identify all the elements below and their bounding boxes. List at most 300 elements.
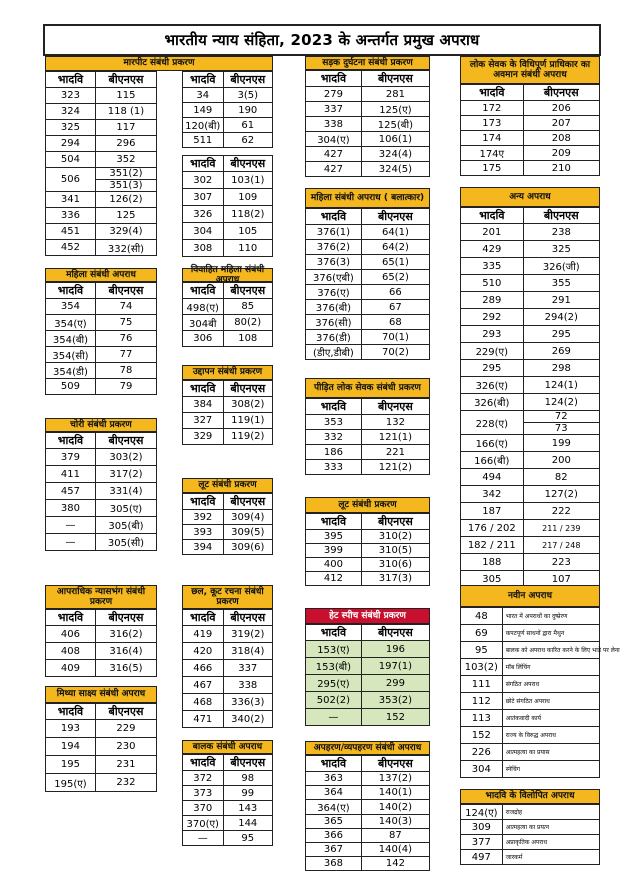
chori-block	[45, 418, 157, 551]
ipc-section: 327	[183, 413, 224, 429]
ipc-section: 502(2)	[306, 692, 362, 709]
ipc-section: 384	[183, 397, 224, 413]
marpit-title-span: मारपीट संबंधी प्रकरण	[45, 56, 273, 71]
bns-section: 77	[95, 347, 156, 363]
ipc-section: 336	[46, 208, 96, 224]
vilopit-title: भादवि के विलोपित अपराध	[460, 789, 600, 804]
loot2-block	[305, 497, 430, 586]
bns-section: 125(ए)	[361, 102, 429, 117]
col-header-ipc: भादवि	[306, 399, 362, 415]
bns-section: 62	[223, 133, 273, 148]
ipc-section: 175	[461, 161, 524, 176]
bns-section: 316(4)	[95, 643, 156, 660]
bns-section: अप्राकृतिक अपराध	[502, 835, 599, 850]
table-row	[46, 466, 157, 483]
table-row	[46, 152, 157, 168]
table-row	[183, 694, 273, 711]
table-row	[306, 675, 430, 692]
ipc-section: 364(ए)	[306, 800, 362, 815]
ipc-section: 466	[183, 660, 224, 677]
table-row	[306, 102, 430, 117]
table-row	[461, 608, 600, 625]
ipc-section: 124(ए)	[461, 805, 503, 820]
table-row	[183, 816, 273, 831]
chhal-table	[182, 609, 273, 728]
bns-section: 291	[523, 292, 599, 309]
table-row	[461, 727, 600, 744]
col-header-ipc: भादवि	[46, 610, 96, 626]
table-row	[183, 429, 273, 445]
table-row	[183, 103, 273, 118]
bns-section: 223	[523, 554, 599, 571]
bns-section: 305(बी)	[95, 517, 156, 534]
table-row	[461, 224, 600, 241]
bns-section: 281	[361, 87, 429, 102]
ipc-section: 467	[183, 677, 224, 694]
ipc-section: 95	[461, 642, 503, 659]
header-row	[461, 208, 600, 224]
bns-section: 209	[523, 146, 599, 161]
ipc-section: 408	[46, 643, 96, 660]
table-row	[183, 510, 273, 525]
sadak-table	[305, 70, 430, 177]
lok-table	[460, 84, 600, 176]
bns-section: 340(2)	[223, 711, 273, 728]
hate-title: हेट स्पीच संबंधी प्रकरण	[305, 608, 430, 624]
table-row	[461, 820, 600, 835]
col-header-ipc: भादवि	[183, 610, 224, 626]
table-row	[46, 168, 157, 180]
bns-section: 143	[223, 801, 273, 816]
pidit-block	[305, 378, 430, 475]
ipc-section: 354(बी)	[46, 331, 96, 347]
mahila_balatkar-table	[305, 208, 430, 360]
ipc-section: 373	[183, 786, 224, 801]
bns-section: आतंकवादी कार्य	[502, 710, 599, 727]
ipc-section: 377	[461, 835, 503, 850]
table-row	[183, 413, 273, 429]
mahila-block	[45, 268, 157, 395]
table-row	[46, 192, 157, 208]
bns-section: 64(2)	[361, 240, 429, 255]
table-row	[306, 572, 430, 586]
apharan-block	[305, 741, 430, 871]
bns-section: 230	[95, 738, 156, 756]
col-header-bns: बीएनएस	[95, 704, 156, 720]
ipc-section: 406	[46, 626, 96, 643]
ipc-section: 409	[46, 660, 96, 677]
col-header-bns: बीएनएस	[223, 610, 273, 626]
mithya-table	[45, 703, 157, 792]
ipc-section: 342	[461, 486, 524, 503]
uthapan-title: उद्दापन संबंधी प्रकरण	[182, 365, 273, 380]
ipc-section: 113	[461, 710, 503, 727]
bns-section: 353(2)	[361, 692, 429, 709]
ipc-section: 365	[306, 815, 362, 829]
bns-section: 316(5)	[95, 660, 156, 677]
table-row	[306, 772, 430, 786]
bns-section: 355	[523, 275, 599, 292]
bns-section: 99	[223, 786, 273, 801]
ipc-section: 295(ए)	[306, 675, 362, 692]
table-row	[183, 677, 273, 694]
apharan-table	[305, 755, 430, 871]
bns-section: 309(6)	[223, 540, 273, 555]
table-row	[461, 275, 600, 292]
ipc-section: 120(बी)	[183, 118, 224, 133]
table-row	[461, 146, 600, 161]
table-row	[461, 642, 600, 659]
ipc-section: 279	[306, 87, 362, 102]
bns-section: 73	[523, 423, 599, 435]
bns-section: 137(2)	[361, 772, 429, 786]
header-row	[306, 756, 430, 772]
table-row	[461, 411, 600, 423]
ipc-section: 304(ए)	[306, 132, 362, 147]
bns-section: 108	[223, 331, 273, 347]
ipc-section: 308	[183, 240, 224, 257]
table-row	[46, 517, 157, 534]
table-row	[306, 117, 430, 132]
col-header-bns: बीएनएस	[361, 625, 429, 641]
col-header-ipc: भादवि	[461, 208, 524, 224]
table-row	[461, 850, 600, 865]
marpit-table	[45, 71, 157, 256]
ipc-section: 103(2)	[461, 659, 503, 676]
table-row	[46, 315, 157, 331]
ipc-section: 376(ए)	[306, 285, 362, 300]
bns-section: 118 (1)	[95, 104, 156, 120]
ipc-section: 309	[461, 820, 503, 835]
lok-title: लोक सेवक के विधिपूर्ण प्राधिकार का अवमान संबंधी अपराध	[460, 56, 600, 84]
table-row	[306, 132, 430, 147]
naveen-title: नवीन अपराध	[460, 585, 600, 607]
ipc-section: 354(डी)	[46, 363, 96, 379]
bns-section: 231	[95, 756, 156, 774]
col-header-bns: बीएनएस	[361, 756, 429, 772]
col-header-bns: बीएनएस	[223, 381, 273, 397]
ipc-section: 376(1)	[306, 225, 362, 240]
table-row	[461, 486, 600, 503]
balak-block	[182, 740, 273, 846]
table-row	[306, 558, 430, 572]
bns-section: 3(5)	[223, 88, 273, 103]
ipc-section: 173	[461, 116, 524, 131]
table-row	[183, 133, 273, 148]
bns-section: 319(2)	[223, 626, 273, 643]
table-row	[183, 626, 273, 643]
bns-section: 125(बी)	[361, 117, 429, 132]
mahila-table	[45, 282, 157, 395]
table-row	[183, 206, 273, 223]
table-row	[306, 430, 430, 445]
ipc-section: 394	[183, 540, 224, 555]
bns-section: 106(1)	[361, 132, 429, 147]
ipc-section: 326(ए)	[461, 377, 524, 394]
mithya-block	[45, 686, 157, 792]
bns-section: 326(जी)	[523, 258, 599, 275]
ipc-section: 498(ए)	[183, 299, 224, 315]
ipc-section: (डीए,डीबी)	[306, 345, 362, 360]
bns-section: 199	[523, 435, 599, 452]
table-row	[306, 829, 430, 843]
ipc-section: 188	[461, 554, 524, 571]
table-row	[46, 660, 157, 677]
ipc-section: —	[46, 517, 96, 534]
table-row	[46, 483, 157, 500]
col-header-ipc: भादवि	[183, 156, 224, 172]
bns-section: 331(4)	[95, 483, 156, 500]
ipc-section: 166(ए)	[461, 435, 524, 452]
bns-section: 310(5)	[361, 544, 429, 558]
table-row	[461, 377, 600, 394]
marpit-table	[182, 155, 273, 257]
ipc-section: 376(2)	[306, 240, 362, 255]
table-row	[461, 292, 600, 309]
bns-section: भारत में अपराधों का दुष्प्रेरण	[502, 608, 599, 625]
ipc-section: 34	[183, 88, 224, 103]
ipc-section: 471	[183, 711, 224, 728]
bns-section: 351(3)	[95, 180, 156, 192]
bns-section: 64(1)	[361, 225, 429, 240]
table-row	[46, 104, 157, 120]
bns-section: 140(1)	[361, 786, 429, 800]
loot1-table	[182, 493, 273, 555]
ipc-section: 337	[306, 102, 362, 117]
col-header-bns: बीएनएस	[223, 755, 273, 771]
table-row	[306, 225, 430, 240]
header-row	[183, 755, 273, 771]
ipc-section: 504	[46, 152, 96, 168]
ipc-section: 376(एबी)	[306, 270, 362, 285]
table-row	[461, 805, 600, 820]
mahila_balatkar-title: महिला संबंधी अपराध ( बलात्कार)	[305, 188, 430, 208]
table-row	[461, 693, 600, 710]
header-row	[461, 85, 600, 101]
bns-section: 217 / 248	[523, 537, 599, 554]
bns-section: 210	[523, 161, 599, 176]
bns-section: 61	[223, 118, 273, 133]
table-row	[46, 720, 157, 738]
table-row	[46, 136, 157, 152]
table-row	[461, 241, 600, 258]
table-row	[183, 711, 273, 728]
table-row	[306, 285, 430, 300]
ipc-section: 427	[306, 147, 362, 162]
ipc-section: 506	[46, 168, 96, 192]
table-row	[46, 738, 157, 756]
ipc-section: 195	[46, 756, 96, 774]
bns-section: 105	[223, 223, 273, 240]
col-header-bns: बीएनएस	[523, 208, 599, 224]
ipc-section: 182 / 211	[461, 537, 524, 554]
bns-section: 98	[223, 771, 273, 786]
naveen-table	[460, 607, 620, 778]
col-header-bns: बीएनएस	[223, 156, 273, 172]
bns-section: 294(2)	[523, 309, 599, 326]
bns-section: 121(2)	[361, 460, 429, 475]
bns-section: 310(6)	[361, 558, 429, 572]
ipc-section: 187	[461, 503, 524, 520]
bns-section: 140(4)	[361, 843, 429, 857]
ipc-section: 294	[46, 136, 96, 152]
col-header-ipc: भादवि	[183, 283, 224, 299]
bns-section: 222	[523, 503, 599, 520]
bns-section: 296	[95, 136, 156, 152]
col-header-ipc: भादवि	[46, 704, 96, 720]
ipc-section: 341	[46, 192, 96, 208]
bns-section: 124(2)	[523, 394, 599, 411]
table-row	[306, 345, 430, 360]
bns-section: 67	[361, 300, 429, 315]
col-header-ipc: भादवि	[183, 381, 224, 397]
bns-section: 68	[361, 315, 429, 330]
col-header-bns: बीएनएस	[223, 494, 273, 510]
anya-title: अन्य अपराध	[460, 187, 600, 207]
bns-section: 200	[523, 452, 599, 469]
marpit-block	[45, 56, 157, 256]
col-header-ipc: भादवि	[306, 71, 362, 87]
bns-section: 144	[223, 816, 273, 831]
ipc-section: 412	[306, 572, 362, 586]
ipc-section: 367	[306, 843, 362, 857]
loot1-block	[182, 478, 273, 555]
table-row	[46, 774, 157, 792]
marpit-table	[182, 71, 273, 148]
table-row	[183, 831, 273, 846]
ipc-section: 333	[306, 460, 362, 475]
table-row	[183, 88, 273, 103]
bns-section: 317(3)	[361, 572, 429, 586]
table-row	[46, 224, 157, 240]
table-row	[183, 540, 273, 555]
vilopit-table	[460, 804, 600, 865]
table-row	[306, 415, 430, 430]
col-header-bns: बीएनएस	[361, 514, 429, 530]
ipc-section: 335	[461, 258, 524, 275]
table-row	[306, 658, 430, 675]
table-row	[461, 537, 600, 554]
ipc-section: 452	[46, 240, 96, 256]
ipc-section: 293	[461, 326, 524, 343]
table-row	[306, 270, 430, 285]
table-row	[461, 309, 600, 326]
ipc-section: 176 / 202	[461, 520, 524, 537]
col-header-ipc: भादवि	[46, 72, 96, 88]
ipc-section: 451	[46, 224, 96, 240]
ipc-section: 393	[183, 525, 224, 540]
ipc-section: 295	[461, 360, 524, 377]
bns-section: 329(4)	[95, 224, 156, 240]
table-row	[306, 315, 430, 330]
ipc-section: 509	[46, 379, 96, 395]
ipc-section: 399	[306, 544, 362, 558]
bns-section: 336(3)	[223, 694, 273, 711]
header-row	[183, 610, 273, 626]
bns-section: छोटे संगठित अपराध	[502, 693, 599, 710]
table-row	[461, 131, 600, 146]
loot2-table	[305, 513, 430, 586]
bns-section: 103(1)	[223, 172, 273, 189]
mithya-title: मिथ्या साक्ष्य संबंधी अपराध	[45, 686, 157, 703]
table-row	[306, 530, 430, 544]
table-row	[461, 676, 600, 693]
bns-section: 70(1)	[361, 330, 429, 345]
bns-section: 208	[523, 131, 599, 146]
ipc-section: 326	[183, 206, 224, 223]
header-row	[183, 494, 273, 510]
vilopit-block	[460, 789, 600, 865]
bns-section: 305(ए)	[95, 500, 156, 517]
table-row	[306, 87, 430, 102]
col-header-bns: बीएनएस	[361, 71, 429, 87]
bns-section: 337	[223, 660, 273, 677]
table-row	[183, 240, 273, 257]
bns-section: स्नेचिंग	[502, 761, 599, 778]
bns-section: 78	[95, 363, 156, 379]
table-row	[306, 709, 430, 726]
ipc-section: 229(ए)	[461, 343, 524, 360]
bns-section: 75	[95, 315, 156, 331]
table-row	[461, 435, 600, 452]
table-row	[306, 240, 430, 255]
bns-section: 121(1)	[361, 430, 429, 445]
ipc-section: 323	[46, 88, 96, 104]
ipc-section: 332	[306, 430, 362, 445]
table-row	[461, 343, 600, 360]
table-row	[306, 786, 430, 800]
table-row	[183, 660, 273, 677]
col-header-bns: बीएनएस	[361, 399, 429, 415]
table-row	[46, 626, 157, 643]
bns-section: 70(2)	[361, 345, 429, 360]
col-header-ipc: भादवि	[306, 625, 362, 641]
ipc-section: 149	[183, 103, 224, 118]
bns-section: कपटपूर्ण साधनों द्वारा मैथुन	[502, 625, 599, 642]
naveen-block	[460, 585, 620, 778]
table-row	[46, 347, 157, 363]
apharan-title: अपहरण/व्यपहरण संबंधी अपराध	[305, 741, 430, 755]
ipc-section: 354(ए)	[46, 315, 96, 331]
sadak-title: सड़क दुर्घटना संबंधी प्रकरण	[305, 56, 430, 70]
bns-section: 318(4)	[223, 643, 273, 660]
ipc-section: 363	[306, 772, 362, 786]
table-row	[306, 445, 430, 460]
table-row	[183, 801, 273, 816]
header-row	[46, 704, 157, 720]
bns-section: 119(2)	[223, 429, 273, 445]
table-row	[461, 625, 600, 642]
ipc-section: 427	[306, 162, 362, 177]
table-row	[46, 379, 157, 395]
ipc-section: 226	[461, 744, 503, 761]
table-row	[461, 161, 600, 176]
bns-section: संगठित अपराध	[502, 676, 599, 693]
ipc-section: 305	[461, 571, 524, 588]
ipc-section: 376(3)	[306, 255, 362, 270]
ipc-section: 193	[46, 720, 96, 738]
header-row	[46, 433, 157, 449]
ipc-section: 307	[183, 189, 224, 206]
ipc-section: 366	[306, 829, 362, 843]
ipc-section: 376(सी)	[306, 315, 362, 330]
vivahit-table	[182, 282, 273, 347]
table-row	[461, 101, 600, 116]
ipc-section: 411	[46, 466, 96, 483]
bns-section: राज्य के विरुद्ध अपराध	[502, 727, 599, 744]
bns-section: 74	[95, 299, 156, 315]
col-header-bns: बीएनएस	[95, 610, 156, 626]
